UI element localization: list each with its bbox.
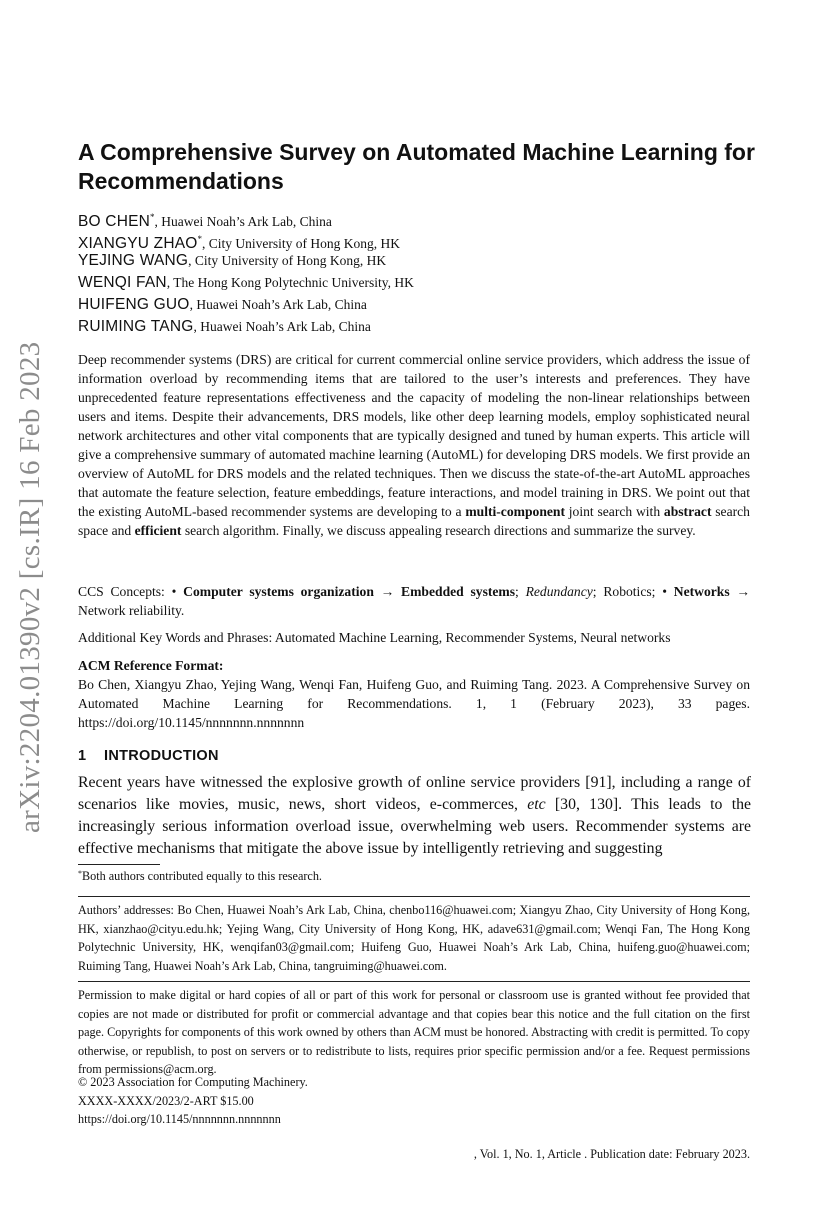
author-affiliation: , Huawei Noah’s Ark Lab, China xyxy=(193,319,371,334)
author-line xyxy=(78,206,758,228)
author-name: HUIFENG GUO xyxy=(78,296,190,313)
keywords: Additional Key Words and Phrases: Automated Machine Learning, Recommender Systems, Neural networks xyxy=(78,630,671,645)
abstract-text: search space and xyxy=(78,504,750,538)
footnote-rule xyxy=(78,864,160,865)
ccs-concept: Computer systems organization → Embedded systems xyxy=(183,584,516,599)
author-line xyxy=(78,250,758,272)
author-affiliation: , The Hong Kong Polytechnic University, HK xyxy=(166,275,414,290)
author-affiliation: , Huawei Noah’s Ark Lab, China xyxy=(189,297,367,312)
footnote-text: Both authors contributed equally to this research. xyxy=(82,869,322,883)
copyright-line: XXXX-XXXX/2023/2-ART $15.00 xyxy=(78,1093,254,1108)
ccs-lead: CCS Concepts: • xyxy=(78,584,184,599)
intro-paragraph xyxy=(78,772,751,860)
author-line xyxy=(78,272,758,294)
acm-reference: Bo Chen, Xiangyu Zhao, Yejing Wang, Wenqi Fan, Huifeng Guo, and Ruiming Tang. 2023. A Comprehensive Survey on Automated Machine Learning for Recommendations. 1, 1 (February 2023), 33 pages. https://doi.org/10.1145/nnnnnnn.nnnnnnn xyxy=(78,677,750,730)
author-name: RUIMING TANG xyxy=(78,318,194,335)
acm-reference-heading: ACM Reference Format: xyxy=(78,658,224,673)
authors-addresses: Authors’ addresses: Bo Chen, Huawei Noah’s Ark Lab, China, chenbo116@huawei.com; Xiangyu Zhao, City University of Hong Kong, HK, xianzhao@cityu.edu.hk; Yejing Wang, City University of Hong Kong, HK, adave631@gmail.com; Wenqi Fan, The Hong Kong Polytechnic University, HK, wenqifan03@gmail.com; Huifeng Guo, Huawei Noah’s Ark Lab, China, huifeng.guo@huawei.com; Ruiming Tang, Huawei Noah’s Ark Lab, China, tangruiming@huawei.com. xyxy=(78,903,750,973)
arxiv-stamp: arXiv:2204.01390v2 [cs.IR] 16 Feb 2023 xyxy=(14,341,46,833)
abstract-emphasis: multi-component xyxy=(465,504,565,519)
author-line xyxy=(78,228,758,250)
ccs-separator: ; xyxy=(515,584,526,599)
author-line xyxy=(78,316,758,338)
abstract-emphasis: abstract xyxy=(663,504,712,519)
abstract-text: joint search with xyxy=(565,504,664,519)
abstract-text: search algorithm. Finally, we discuss appealing research directions and summarize the survey. xyxy=(181,523,696,538)
ccs-concept: Networks xyxy=(673,584,730,599)
author-list xyxy=(78,206,758,338)
author-affiliation: , Huawei Noah’s Ark Lab, China xyxy=(154,214,332,229)
ccs-separator: ; Robotics; • xyxy=(592,584,674,599)
section-heading xyxy=(78,748,219,764)
permission-notice: Permission to make digital or hard copies of all or part of this work for personal or classroom use is granted without fee provided that copies are not made or distributed for profit or commercial advantage and that copies bear this notice and the full citation on the first page. Copyrights for components of this work owned by others than ACM must be honored. Abstracting with credit is permitted. To copy otherwise, or republish, to post on servers or to redistribute to lists, requires prior specific permission and/or a fee. Request permissions from permissions@acm.org. xyxy=(78,988,750,1076)
author-affiliation: , City University of Hong Kong, HK xyxy=(202,236,401,251)
divider xyxy=(78,981,750,982)
section-title: INTRODUCTION xyxy=(104,748,219,764)
ccs-concept: Redundancy xyxy=(525,584,593,599)
section-number: 1 xyxy=(78,748,87,764)
paper-title: A Comprehensive Survey on Automated Machine Learning for Recommendations xyxy=(78,139,755,194)
author-name: XIANGYU ZHAO xyxy=(78,235,198,252)
copyright-line: © 2023 Association for Computing Machinery. xyxy=(78,1075,308,1089)
author-affiliation: , City University of Hong Kong, HK xyxy=(188,253,387,268)
equal-contribution-mark: * xyxy=(197,234,203,244)
footnote-mark: * xyxy=(78,869,82,878)
author-line xyxy=(78,294,758,316)
ccs-tail: → Network reliability. xyxy=(78,584,751,618)
divider xyxy=(78,896,750,897)
ccs-concepts xyxy=(78,582,750,620)
abstract xyxy=(78,350,750,540)
abstract-text: Deep recommender systems (DRS) are critical for current commercial online service providers, which address the issue of information overload by recommending items that are tailored to the user’s interests and preferences. They have unprecedented feature representations effectiveness and the capacity of modeling the non-linear relationships between users and items. Despite their advancements, DRS models, like other deep learning models, employ sophisticated neural network architectures and other vital components that are typically designed and tuned by human experts. This article will give a comprehensive summary of automated machine learning (AutoML) for developing DRS models. We first provide an overview of AutoML for DRS models and the related techniques. Then we discuss the state-of-the-art AutoML approaches that automate the feature selection, feature embeddings, feature interactions, and model training in DRS. We point out that the existing AutoML-based recommender systems are developing to a xyxy=(78,352,750,519)
intro-text: Recent years have witnessed the explosive growth of online service providers [91], including a range of scenarios like movies, music, news, short videos, e-commerces, xyxy=(78,774,751,813)
footnote xyxy=(78,869,322,884)
page-footer: , Vol. 1, No. 1, Article . Publication date: February 2023. xyxy=(473,1147,750,1161)
intro-italic: etc xyxy=(527,796,546,813)
intro-text: [30, 130]. This leads to the increasingly serious information overload issue, overwhelming web users. Recommender systems are effective mechanisms that mitigate the above issue by intelligently retrieving and suggesting xyxy=(78,796,751,857)
abstract-emphasis: efficient xyxy=(134,523,182,538)
author-name: BO CHEN xyxy=(78,213,151,230)
equal-contribution-mark: * xyxy=(150,212,155,222)
copyright-block xyxy=(78,1073,750,1129)
author-name: YEJING WANG xyxy=(78,252,189,269)
author-name: WENQI FAN xyxy=(78,274,167,291)
copyright-line: https://doi.org/10.1145/nnnnnnn.nnnnnnn xyxy=(78,1112,281,1126)
